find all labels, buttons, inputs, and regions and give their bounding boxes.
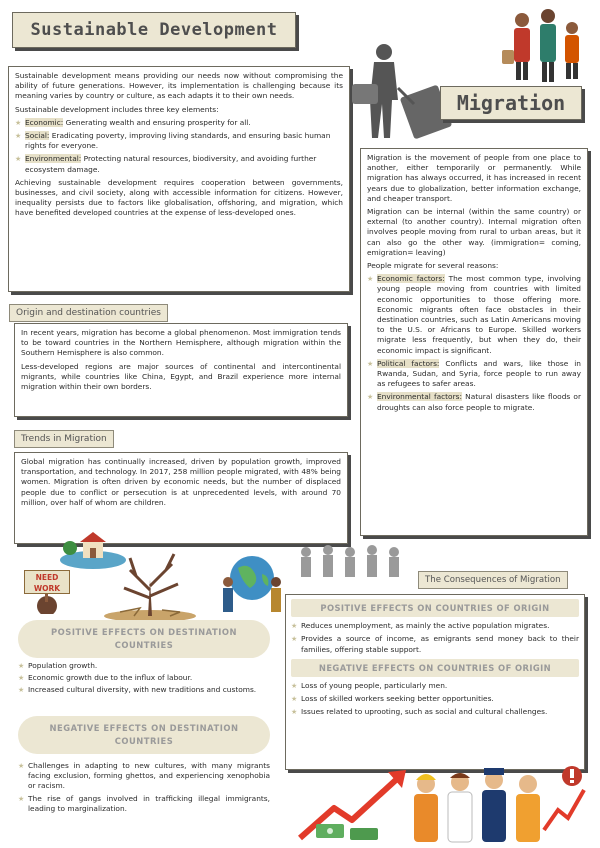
trends-section-label: Trends in Migration bbox=[14, 430, 114, 448]
dry-tree-illustration bbox=[100, 550, 200, 622]
reason-environmental: ★ Environmental factors: Natural disasters like floods or droughts can also force people to migrate. bbox=[367, 392, 581, 412]
intro-paragraph: Sustainable development means providing our needs now without compromising the ability of future generations. However, its implementation is challenging because its meaning varies by country or culture, as each adapts it to their own needs. bbox=[15, 71, 343, 101]
need-work-figure bbox=[18, 566, 76, 614]
reason-economic: ★ Economic factors: The most common type, involving young people moving from countries with limited economic opportunities to those offering more. Economic migrants often face obstacles in their destination countries, such as Latin Americans moving to the U.S. or Africans to Europe. Skilled workers migrate less frequently, but when they do, their economic impact is significant. bbox=[367, 274, 581, 356]
dry-tree-icon bbox=[104, 554, 196, 622]
destination-negative-title: NEGATIVE EFFECTS ON DESTINATION COUNTRIES bbox=[18, 716, 270, 754]
list-item: ★ The rise of gangs involved in trafficking illegal immigrants, leading to marginalization. bbox=[18, 794, 270, 814]
page-title: Sustainable Development bbox=[12, 12, 296, 48]
consequences-box bbox=[285, 594, 585, 770]
money-icon bbox=[316, 824, 378, 840]
trends-paragraph: Global migration has continually increased, driven by population growth, improved transportation, and technology. In 2017, 258 million people migrated, with 48% being women. Migration is often driven by economic needs, but the number of displaced people due to conflict or persecution is at unprecedented levels, with around 70 million, over half of whom are children. bbox=[21, 457, 341, 507]
soldiers-icon bbox=[301, 545, 399, 577]
element-economic: ★ Economic: Generating wealth and ensuring prosperity for all. bbox=[15, 118, 343, 128]
migration-box bbox=[360, 148, 588, 536]
intro-elements-lead: Sustainable development includes three key elements: bbox=[15, 104, 219, 114]
origin-box bbox=[14, 323, 348, 417]
reason-political: ★ Political factors: Conflicts and wars, like those in Rwanda, Sudan, and Syria, force people to run away as refugees to safer areas. bbox=[367, 359, 581, 390]
family-icon bbox=[502, 9, 579, 82]
list-item: ★ Loss of skilled workers seeking better opportunities. bbox=[291, 694, 579, 704]
list-item: ★ Loss of young people, particularly men. bbox=[291, 681, 579, 691]
origin-section-label: Origin and destination countries bbox=[9, 304, 168, 322]
list-item: ★ Reduces unemployment, as mainly the active population migrates. bbox=[291, 621, 579, 631]
workers-icon bbox=[414, 766, 584, 842]
intro-box bbox=[8, 66, 350, 292]
growth-arrow-icon bbox=[300, 770, 406, 838]
workers-illustration bbox=[404, 760, 590, 844]
need-work-sign: NEED WORK bbox=[24, 570, 70, 594]
origin-paragraph-2: Less-developed regions are major sources of continental and intercontinental migrants, while countries like China, Egypt, and Brazil experience more internal migration within their own borders. bbox=[21, 361, 341, 392]
list-item: ★ Issues related to uprooting, such as social and cultural challenges. bbox=[291, 707, 579, 717]
list-item: ★ Increased cultural diversity, with new traditions and customs. bbox=[18, 685, 270, 695]
list-item: ★ Population growth. bbox=[18, 661, 270, 671]
migration-paragraph-2: Migration can be internal (within the same country) or external (to another country). Internal migration often involves people moving from rural to urban areas, but it can also go the other way. (immigration= coming, emigration= leaving) bbox=[367, 207, 581, 257]
list-item: ★ Provides a source of income, as emigrants send money back to their families, offering stable support. bbox=[291, 634, 579, 654]
globe-people-icon bbox=[223, 556, 281, 612]
migration-paragraph-1: Migration is the movement of people from one place to another, either temporarily or permanently. While migration has always occurred, it has increased in recent years due to globalization, better information exchange, and cheaper transport. bbox=[367, 153, 581, 203]
destination-negative-list bbox=[18, 761, 270, 816]
migration-title: Migration bbox=[440, 86, 582, 120]
growth-arrow-illustration bbox=[294, 768, 414, 844]
intro-conclusion: Achieving sustainable development requires cooperation between governments, businesses, and civil society, along with accessible information for citizens. However, inequality persists due to factors like globalisation, offshoring, and migration, which have benefited developed countries at the expense of less-developed ones. bbox=[15, 177, 343, 218]
element-social: ★ Social: Eradicating poverty, improving living standards, and ensuring basic human rights for everyone. bbox=[15, 131, 343, 151]
list-item: ★ Challenges in adapting to new cultures, with many migrants facing exclusion, forming ghettos, and experiencing xenophobia or racism. bbox=[18, 761, 270, 792]
list-item: ★ Economic growth due to the influx of labour. bbox=[18, 673, 270, 683]
consequences-section-label: The Consequences of Migration bbox=[418, 571, 568, 589]
migration-reasons-lead: People migrate for several reasons: bbox=[367, 261, 499, 271]
family-illustration bbox=[500, 4, 592, 84]
element-environmental: ★ Environmental: Protecting natural resources, biodiversity, and avoiding further ecosystem damage. bbox=[15, 154, 343, 174]
suitcase-icon bbox=[352, 84, 452, 140]
globe-people-illustration bbox=[212, 552, 292, 618]
destination-positive-list bbox=[18, 661, 270, 698]
destination-positive-title: POSITIVE EFFECTS ON DESTINATION COUNTRIES bbox=[18, 620, 270, 658]
origin-positive-title: POSITIVE EFFECTS ON COUNTRIES OF ORIGIN bbox=[291, 599, 579, 617]
origin-negative-title: NEGATIVE EFFECTS ON COUNTRIES OF ORIGIN bbox=[291, 659, 579, 677]
soldiers-illustration bbox=[294, 544, 404, 578]
origin-paragraph-1: In recent years, migration has become a global phenomenon. Most immigration tends to be toward countries in the Northern Hemisphere, although migration within the Southern Hemisphere is also common. bbox=[21, 328, 341, 358]
